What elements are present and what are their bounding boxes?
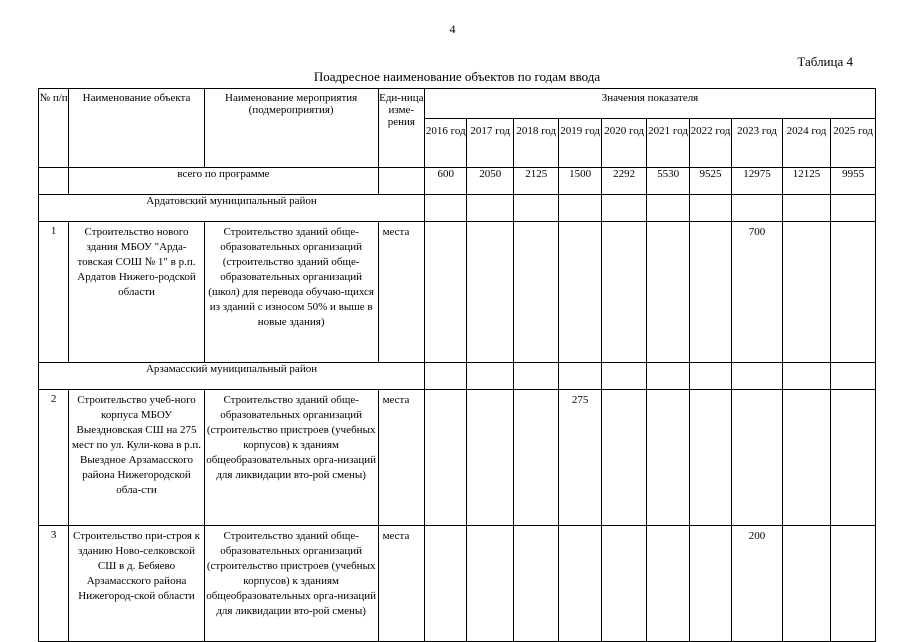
object-name: Строительство учеб-ного корпуса МБОУ Выездновская СШ на 275 мест по ул. Кули-кова в р.п. Выездное Арзамасского района Нижегородской обла-сти (69, 390, 204, 526)
total-value: 12975 (732, 168, 783, 195)
year-value (689, 222, 731, 363)
year-value (647, 390, 689, 526)
empty-value-cell (782, 195, 831, 222)
objects-table (38, 88, 876, 642)
year-value (513, 222, 558, 363)
year-value (467, 390, 513, 526)
empty-value-cell (647, 363, 689, 390)
object-name: Строительство при-строя к зданию Ново-селковской СШ в д. Бебяево Арзамасского района Нижегород-ской области (69, 526, 204, 642)
header-year: 2021 год (647, 119, 689, 168)
header-year: 2023 год (732, 119, 783, 168)
year-value (647, 222, 689, 363)
year-value (732, 390, 783, 526)
year-value: 275 (559, 390, 601, 526)
year-value (425, 390, 467, 526)
header-year: 2018 год (513, 119, 558, 168)
total-value: 9955 (831, 168, 876, 195)
header-activity: Наименование мероприятия (подмероприятия) (204, 89, 378, 168)
year-value (647, 526, 689, 642)
row-number: 3 (39, 526, 69, 642)
year-value (782, 390, 831, 526)
row-number: 1 (39, 222, 69, 363)
year-value (513, 526, 558, 642)
empty-value-cell (513, 363, 558, 390)
row-number: 2 (39, 390, 69, 526)
year-value (559, 526, 601, 642)
activity-name: Строительство зданий обще-образовательных организаций (строительство пристроев (учебных корпусов) к зданиям общеобразовательных орга-низаций для ликвидации вто-рой смены) (204, 390, 378, 526)
total-value: 2050 (467, 168, 513, 195)
year-value (425, 526, 467, 642)
header-values: Значения показателя (425, 89, 876, 119)
empty-value-cell (782, 363, 831, 390)
header-year: 2017 год (467, 119, 513, 168)
activity-name: Строительство зданий обще-образовательных организаций (строительство пристроев (учебных корпусов) к зданиям общеобразовательных орга-низаций для ликвидации вто-рой смены) (204, 526, 378, 642)
empty-value-cell (559, 195, 601, 222)
year-value (513, 390, 558, 526)
year-value (689, 390, 731, 526)
year-value (601, 526, 646, 642)
empty-value-cell (831, 363, 876, 390)
empty-value-cell (559, 363, 601, 390)
total-row (39, 168, 876, 195)
district-row (39, 363, 876, 390)
year-value (782, 526, 831, 642)
table-caption: Поадресное наименование объектов по годам ввода (313, 69, 601, 84)
object-name: Строительство нового здания МБОУ "Арда-товская СОШ № 1" в р.п. Ардатов Нижего-родской области (69, 222, 204, 363)
total-value: 9525 (689, 168, 731, 195)
year-value (831, 526, 876, 642)
table-row (39, 526, 876, 642)
empty-value-cell (601, 363, 646, 390)
total-value: 1500 (559, 168, 601, 195)
empty-value-cell (425, 363, 467, 390)
total-value: 2292 (601, 168, 646, 195)
empty-value-cell (601, 195, 646, 222)
empty-value-cell (425, 195, 467, 222)
header-year: 2016 год (425, 119, 467, 168)
header-unit: Еди-ница изме-рения (378, 89, 424, 168)
page-number: 4 (449, 22, 456, 36)
total-value: 2125 (513, 168, 558, 195)
total-num-cell (39, 168, 69, 195)
year-value (425, 222, 467, 363)
total-value: 5530 (647, 168, 689, 195)
year-value (559, 222, 601, 363)
year-value (689, 526, 731, 642)
year-value (467, 526, 513, 642)
header-year: 2020 год (601, 119, 646, 168)
table-row (39, 390, 876, 526)
empty-value-cell (831, 195, 876, 222)
unit: места (378, 526, 424, 642)
empty-value-cell (689, 195, 731, 222)
empty-value-cell (732, 363, 783, 390)
table-row (39, 222, 876, 363)
year-value (601, 222, 646, 363)
header-year: 2019 год (559, 119, 601, 168)
district-name: Арзамасский муниципальный район (39, 363, 425, 390)
year-value (782, 222, 831, 363)
header-num: № п/п (39, 89, 69, 168)
empty-value-cell (467, 195, 513, 222)
table-label: Таблица 4 (797, 54, 853, 69)
header-object: Наименование объекта (69, 89, 204, 168)
year-value (601, 390, 646, 526)
header-year: 2024 год (782, 119, 831, 168)
header-year: 2022 год (689, 119, 731, 168)
header-year: 2025 год (831, 119, 876, 168)
empty-value-cell (513, 195, 558, 222)
unit: места (378, 390, 424, 526)
year-value (831, 222, 876, 363)
district-row (39, 195, 876, 222)
empty-value-cell (467, 363, 513, 390)
total-label: всего по программе (69, 168, 378, 195)
total-value: 12125 (782, 168, 831, 195)
unit: места (378, 222, 424, 363)
empty-value-cell (689, 363, 731, 390)
activity-name: Строительство зданий обще-образовательных организаций (строительство зданий обще-образовательных организаций (школ) для перевода обучаю-щихся из зданий с износом 50% и выше в новые здания) (204, 222, 378, 363)
year-value (467, 222, 513, 363)
empty-value-cell (732, 195, 783, 222)
year-value: 700 (732, 222, 783, 363)
year-value (831, 390, 876, 526)
district-name: Ардатовский муниципальный район (39, 195, 425, 222)
empty-value-cell (647, 195, 689, 222)
total-value: 600 (425, 168, 467, 195)
total-unit-cell (378, 168, 424, 195)
year-value: 200 (732, 526, 783, 642)
